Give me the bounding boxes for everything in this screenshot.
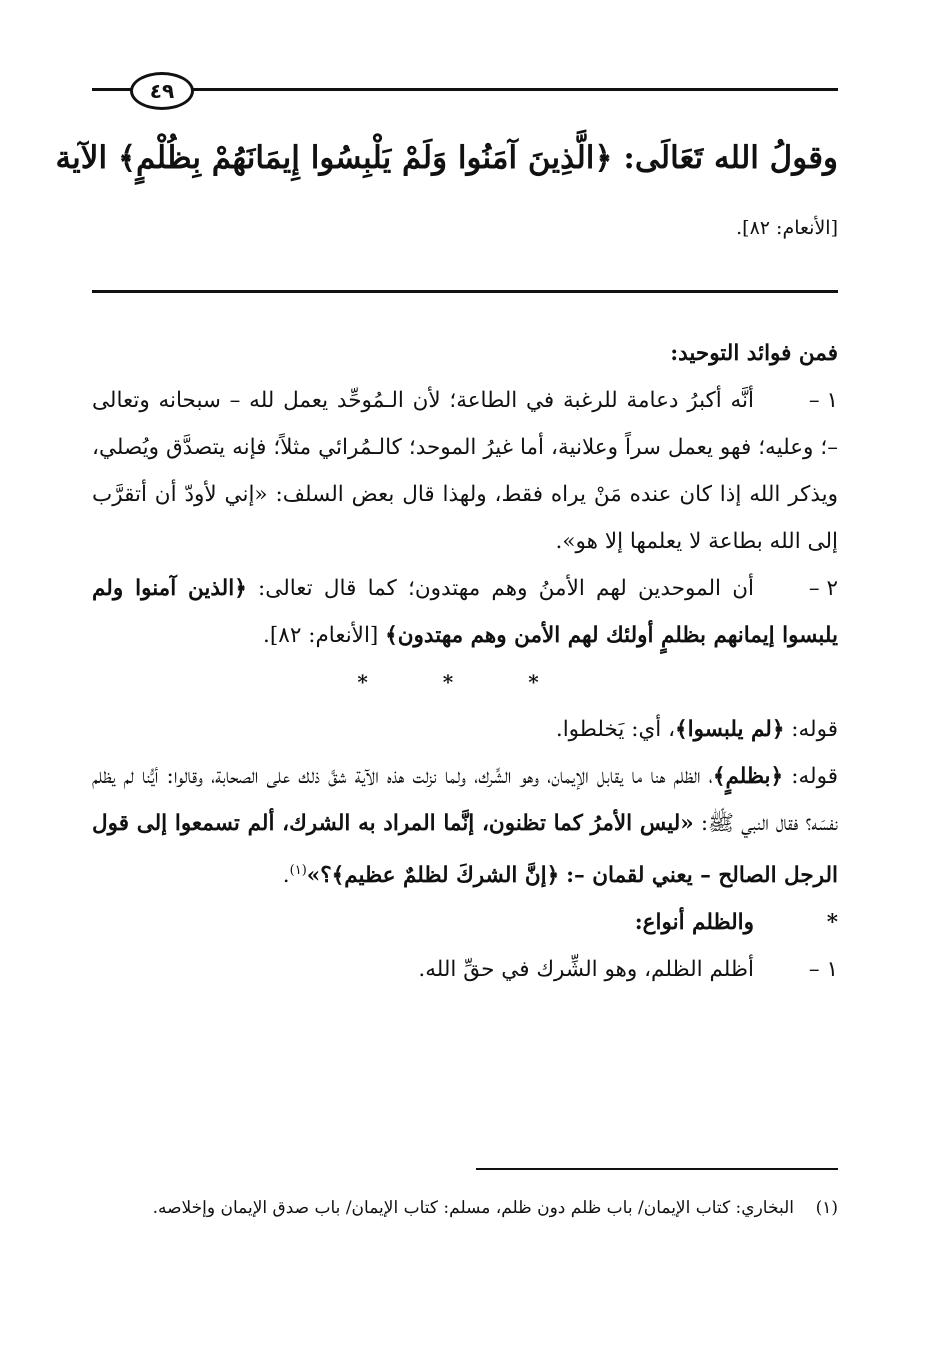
benefit-item-2 (92, 565, 838, 659)
footnote-number: (١) (815, 1198, 838, 1218)
qawluh-2-prefix: قوله: (791, 764, 838, 789)
section-rule (92, 290, 838, 293)
type-item-1 (92, 946, 838, 993)
benefit-2-verse: ﴿الذين آمنوا ولم يلبسوا إيمانهم بظلمٍ أولئك لهم الأمن وهم مهتدون﴾ (92, 576, 838, 648)
footnote-rule (476, 1168, 838, 1170)
header-rule (92, 88, 838, 91)
verse-suffix: الآية (55, 140, 108, 176)
qawluh-1-prefix: قوله: (791, 717, 838, 742)
verse-line (55, 128, 838, 188)
types-heading (92, 899, 838, 946)
qawluh-2-end: . (282, 863, 290, 889)
benefit-1-text: أنَّه أكبرُ دعامة للرغبة في الطاعة؛ لأن الـمُوحِّد يعمل لله – سبحانه وتعالى –؛ وعليه؛ فهو يعمل سراً وعلانية، أما غيرُ الموحد؛ كالـمُرائي مثلاً؛ فإنه يتصدَّق ويُصلي، ويذكر الله إذا كان عنده مَنْ يراه فقط، ولهذا قال بعض السلف: «إني لأودّ أن أتقرَّب إلى الله بطاعة لا يعلمها إلا هو». (92, 388, 838, 554)
verse-reference-text: [الأنعام: ٨٢]. (736, 217, 838, 239)
benefit-2-reference: [الأنعام: ٨٢]. (263, 623, 379, 648)
benefit-item-1 (92, 377, 838, 565)
hadith-verse: ﴿إنَّ الشركَ لظلمٌ عظيم﴾؟» (306, 863, 560, 889)
type-1-number: ١ – (808, 957, 838, 983)
qawluh-1-word: ﴿لم يلبسوا﴾ (675, 717, 785, 742)
verse-text: ﴿الَّذِينَ آمَنُوا وَلَمْ يَلْبِسُوا إِيمَانَهُمْ بِظُلْمٍ﴾ (117, 140, 613, 176)
qawluh-2-word: ﴿بظلمٍ﴾ (712, 764, 784, 789)
footnote-marker: (١) (289, 863, 307, 878)
verse-intro: وقولُ الله تَعَالَى: (623, 140, 838, 176)
hadith-text: «ليس الأمرُ كما تظنون، إنَّما المراد به الشرك، ألم تسمعوا إلى قول الرجل الصالح – يعني لقمان –: (92, 811, 838, 889)
footnote-item-1 (92, 1190, 838, 1226)
types-heading-text: والظلم أنواع: (634, 910, 754, 936)
qawluh-1-text: ، أي: يَخلطوا. (555, 717, 676, 742)
page-number (130, 72, 194, 110)
section-separator: * * * (357, 670, 573, 694)
verse-reference (92, 208, 838, 248)
page-number-text: ٤٩ (149, 79, 175, 103)
qawluh-2-text: ، الظلم هنا ما يقابل الإيمان، وهو الشِّرك، ولما نزلت هذه الآية شقَّ ذلك على الصحابة، وقالوا: أيُّنا لم يظلم نفسَه؟ فقال النبي ﷺ: (92, 764, 838, 836)
benefit-2-number: ٢ – (808, 576, 838, 601)
body-text (92, 330, 838, 993)
type-1-text: أظلم الظلم، وهو الشِّرك في حقِّ الله. (418, 957, 754, 983)
footnote (92, 1190, 838, 1226)
benefits-heading: فمن فوائد التوحيد: (670, 341, 838, 366)
types-heading-star: * (826, 910, 838, 936)
footnote-text: البخاري: كتاب الإيمان/ باب ظلم دون ظلم، مسلم: كتاب الإيمان/ باب صدق الإيمان وإخلاصه. (152, 1198, 794, 1218)
benefit-1-number: ١ – (808, 388, 838, 413)
qawluh-paragraph-1 (92, 706, 838, 753)
benefit-2-text: أن الموحدين لهم الأمنُ وهم مهتدون؛ كما قال تعالى: (258, 576, 754, 601)
qawluh-paragraph-2 (92, 753, 838, 899)
